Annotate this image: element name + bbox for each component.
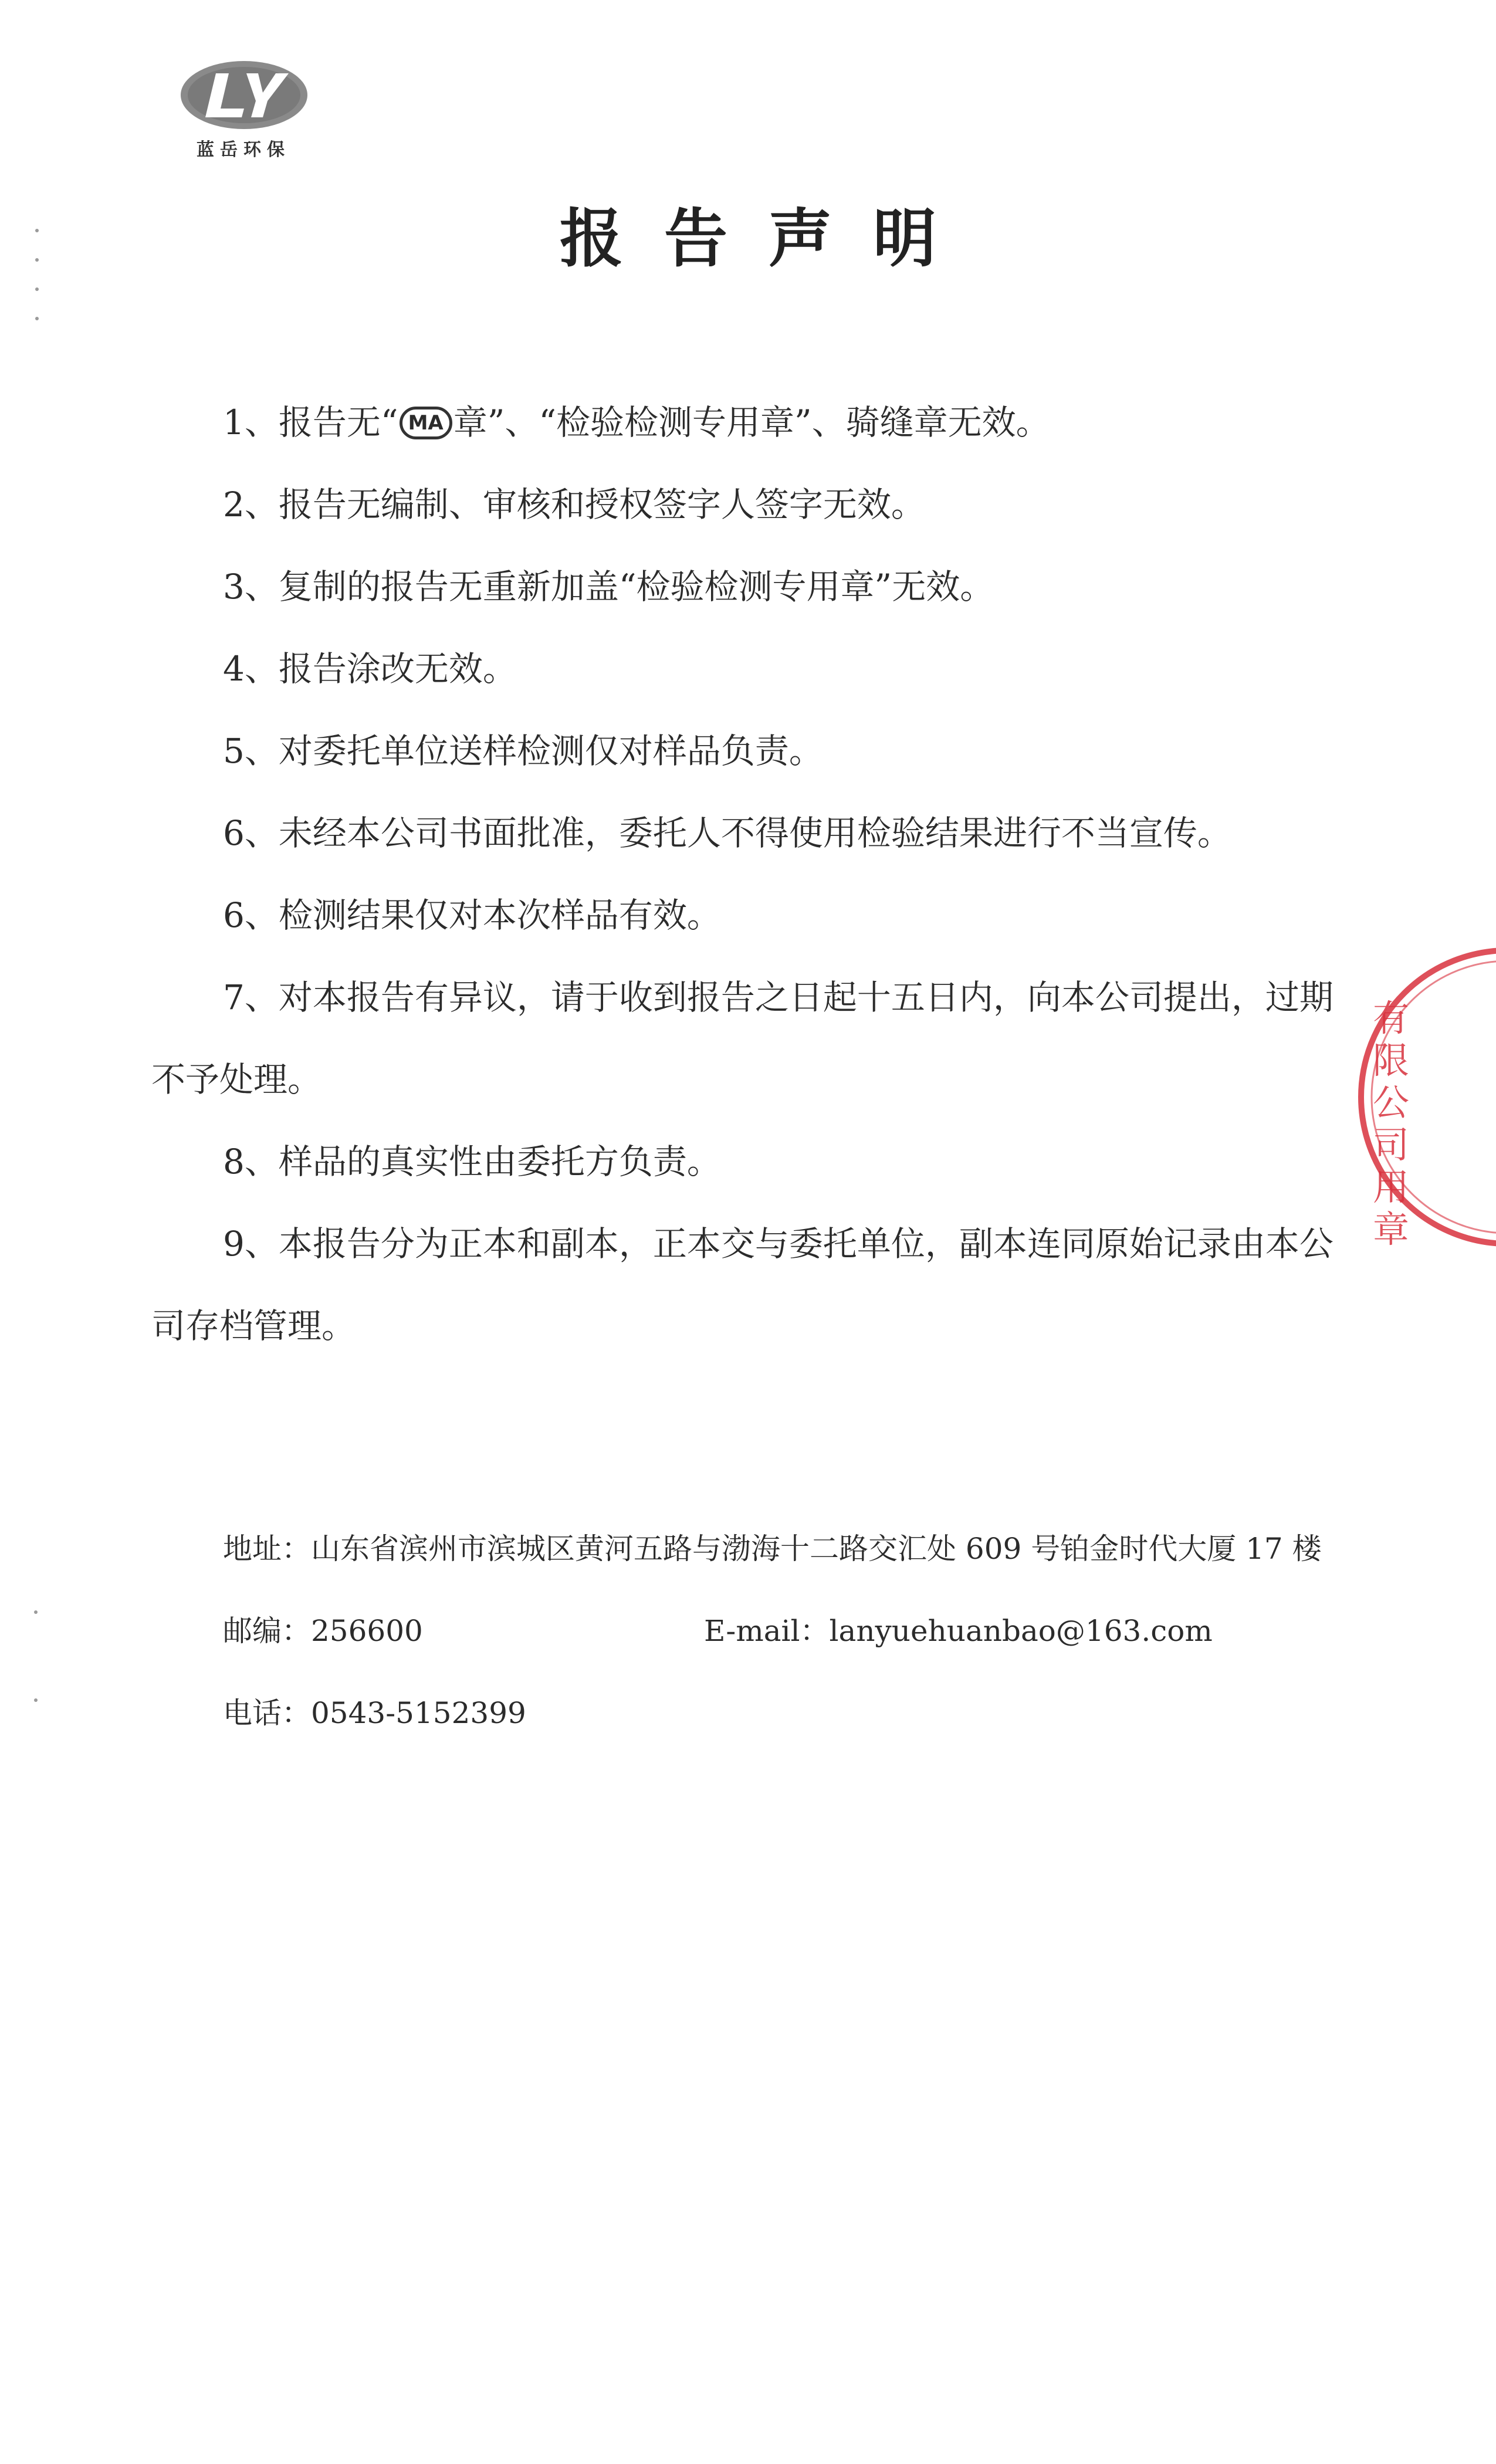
address-label: 地址： bbox=[223, 1532, 311, 1566]
logo-caption: 蓝岳环保 bbox=[197, 140, 290, 160]
list-item: 7、对本报告有异议，请于收到报告之日起十五日内，向本公司提出，过期不予处理。 bbox=[151, 977, 1333, 1099]
address-value: 山东省滨州市滨城区黄河五路与渤海十二路交汇处 609 号铂金时代大厦 17 楼 bbox=[311, 1532, 1322, 1566]
postal-value: 256600 bbox=[311, 1614, 423, 1648]
scan-artifact bbox=[35, 258, 39, 262]
item-text: 1、报告无“ bbox=[223, 402, 398, 442]
scan-artifact bbox=[34, 1610, 38, 1614]
declaration-list bbox=[151, 381, 1342, 1367]
list-item: 6、检测结果仅对本次样品有效。 bbox=[223, 895, 721, 935]
list-item: 9、本报告分为正本和副本，正本交与委托单位，副本连同原始记录由本公司存档管理。 bbox=[151, 1224, 1333, 1346]
list-item: 3、复制的报告无重新加盖“检验检测专用章”无效。 bbox=[223, 567, 994, 607]
scan-artifact bbox=[35, 317, 39, 320]
cma-mark-icon: MA bbox=[400, 407, 452, 439]
list-item: 4、报告涂改无效。 bbox=[223, 649, 517, 689]
email-label: E-mail： bbox=[704, 1614, 830, 1648]
postal-label: 邮编： bbox=[223, 1614, 311, 1648]
list-item: 2、报告无编制、审核和授权签字人签字无效。 bbox=[223, 485, 925, 524]
page-title: 报告声明 bbox=[559, 202, 977, 276]
item-text: 章”、“检验检测专用章”、骑缝章无效。 bbox=[453, 402, 1050, 442]
scan-artifact bbox=[35, 229, 39, 232]
contact-phone bbox=[223, 1690, 526, 1732]
scan-artifact bbox=[34, 1698, 38, 1702]
list-item: 5、对委托单位送样检测仅对样品负责。 bbox=[223, 731, 823, 771]
contact-postal bbox=[223, 1607, 423, 1650]
phone-value: 0543-5152399 bbox=[311, 1696, 526, 1730]
contact-address bbox=[223, 1525, 1322, 1568]
email-value: lanyuehuanbao@163.com bbox=[829, 1614, 1213, 1648]
list-item: 6、未经本公司书面批准，委托人不得使用检验结果进行不当宣传。 bbox=[223, 813, 1231, 853]
contact-email bbox=[704, 1607, 1213, 1650]
list-item bbox=[151, 381, 1342, 463]
list-item: 8、样品的真实性由委托方负责。 bbox=[223, 1142, 721, 1182]
seal-text: 有限公司用章 bbox=[1373, 997, 1410, 1251]
scan-artifact bbox=[35, 287, 39, 291]
phone-label: 电话： bbox=[223, 1696, 311, 1730]
